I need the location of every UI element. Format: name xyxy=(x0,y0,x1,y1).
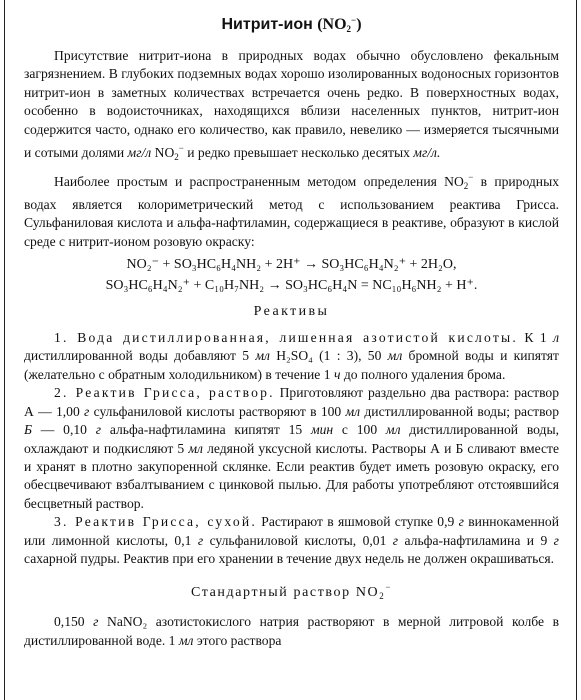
reagent-1: 1. Вода дистиллированная, лишенная азотистой кислоты. К 1 л дистиллированной воды добавляют 5 мл H₂SO₄ (1 : 3), 50 мл бромной воды и кипятят (желательно с обратным холодильником) в течение 1 ч до полного удаления брома. xyxy=(24,330,560,382)
equation-2: SO₃HC₆H₄N₂⁺ + C₁₀H₇NH₂ → SO₃HC₆H₄N = NC₁₀H₆NH₂ + H⁺. xyxy=(105,278,478,294)
equation-1: NO₂⁻ + SO₃HC₆H₄NH₂ + 2H⁺ → SO₃HC₆H₄N₂⁺ + 2H₂O, xyxy=(126,257,457,273)
page-title xyxy=(24,10,559,39)
intro-paragraph: Присутствие нитрит-иона в природных водах обычно обусловлено фекальным загрязнением. В глубоких подземных водах хорошо изолированных водоносных горизонтов нитрит-ион в заметных количествах встречается очень редко. В поверхностных водах, особенно в водоисточниках, находящихся вблизи населенных пунктов, нитрит-ион содержится часто, однако его количество, как правило, невелико — измеряется тысячными и сотыми долями мг/л $NO_2^-$ и редко превышает несколько десятых мг/л. xyxy=(24,48,559,163)
standard-solution-paragraph: 0,150 г NaNO₂ азотистокислого натрия растворяют в мерной литровой колбе в дистиллированной воде. 1 мл этого раствора xyxy=(24,614,559,648)
reaction-equations xyxy=(24,255,559,295)
standard-solution-heading: Стандартный раствор $NO_2^-$ xyxy=(190,582,393,602)
title-formula: $(NO_2^-)$ xyxy=(317,15,362,34)
reagent-2: 2. Реактив Грисса, раствор. Приготовляют раздельно два раствора: раствор А — 1,00 г сульфаниловой кислоты растворяют в 100 мл дистиллированной воды; раствор Б — 0,10 г альфа-нафтиламина кипятят 15 мин с 100 мл дистиллированной воды, охлаждают и подкисляют 5 мл ледяной уксусной кислоты. Растворы А и Б сливают вместе и хранят в плотно закупоренной склянке. Если реактив будет иметь розовую окраску, его обесцвечивают взбалтыванием с цинковой пылью. Для работы употребляют отстоявшийся бесцветный раствор. xyxy=(24,385,560,511)
method-paragraph: Наиболее простым и распространенным методом определения $NO_2^-$ в природных водах является колориметрический метод с использованием реактива Грисса. Сульфаниловая кислота и альфа-нафтиламин, содержащиеся в реактиве, образуют в кислой среде с нитрит-ионом розовую окраску: xyxy=(24,172,559,249)
reagent-3: 3. Реактив Грисса, сухой. Растирают в яшмовой ступке 0,9 г виннокаменной или лимонной кислоты, 0,1 г сульфаниловой кислоты, 0,01 г альфа-нафтиламина и 9 г сахарной пудры. Реактив при его хранении в течение двух недель не должен окрашиваться. xyxy=(24,514,559,566)
title-text: Нитрит-ион xyxy=(221,16,313,33)
reagents-heading: Реактивы xyxy=(253,304,330,320)
